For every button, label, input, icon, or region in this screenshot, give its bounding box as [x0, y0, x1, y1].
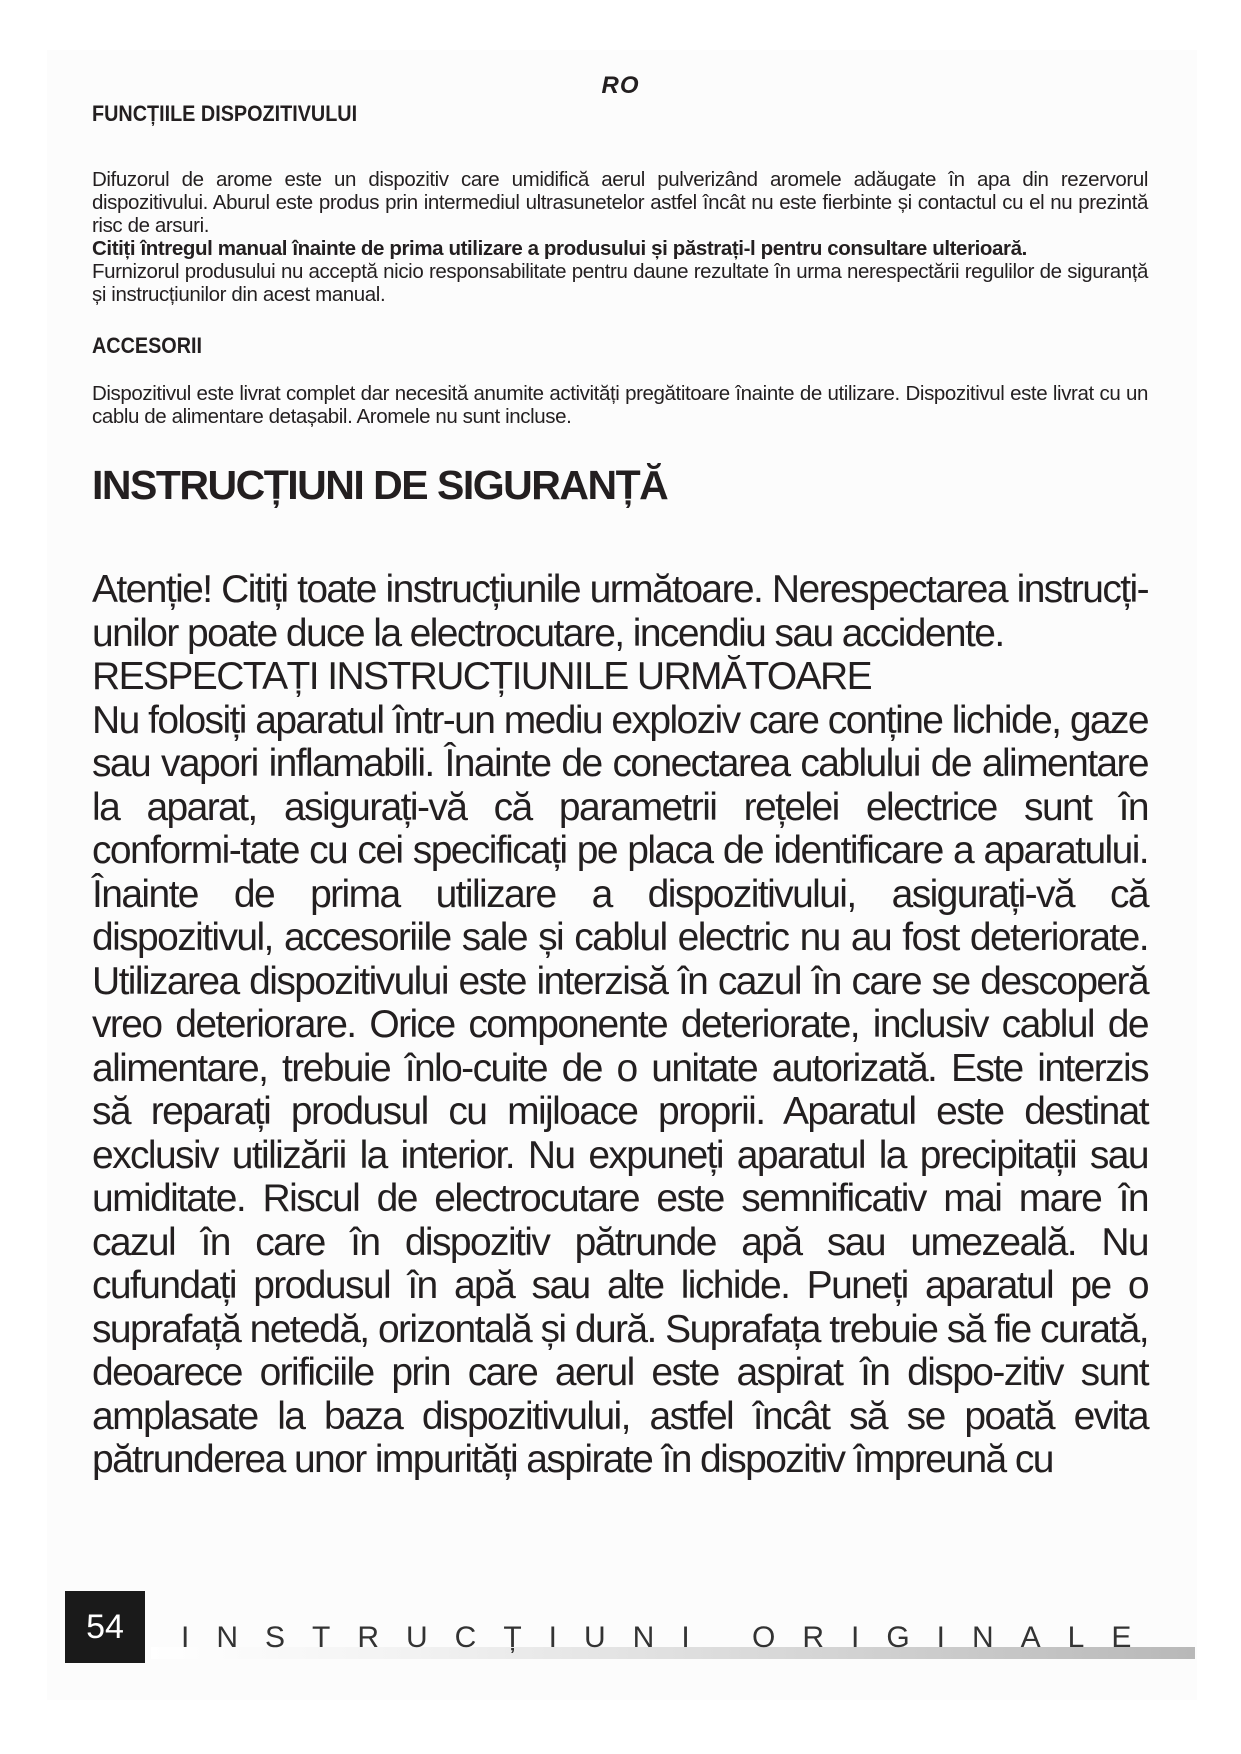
siguranta-heading: INSTRUCȚIUNI DE SIGURANȚĂ	[92, 462, 668, 508]
functii-paragraph	[92, 168, 1148, 306]
footer-label: INSTRUCȚIUNI ORIGINALE	[181, 1621, 1159, 1654]
functii-text: Difuzorul de arome este un dispozitiv care umidifică aerul pulverizând aromele adăugate în apa din rezervorul dispozitivului. Aburul este produs prin intermediul ultrasunetelor astfel încât nu este fierbinte și contactul cu el nu prezintă risc de arsuri.	[92, 168, 1148, 237]
siguranta-main-text: Nu folosiți aparatul într-un mediu exploziv care conține lichide, gaze sau vapori inflamabili. Înainte de conectarea cablului de alimentare la aparat, asigurați-vă că parametrii rețelei electrice sunt în conformi-tate cu cei specificați pe placa de identificare a aparatului. Înainte de prima utilizare a dispozitivului, asigurați-vă că dispozitivul, accesoriile sale și cablul electric nu au fost deteriorate. Utilizarea dispozitivului este interzisă în cazul în care se descoperă vreo deteriorare. Orice componente deteriorate, inclusiv cablul de alimentare, trebuie înlo-cuite de o unitate autorizată. Este interzis să reparați produsul cu mijloace proprii. Aparatul este destinat exclusiv utilizării la interior. Nu expuneți aparatul la precipitații sau umiditate. Riscul de electrocutare este semnificativ mai mare în cazul în care în dispozitiv pătrunde apă sau umezeală. Nu cufundați produsul în apă sau alte lichide. Puneți aparatul pe o suprafață netedă, orizontală și dură. Suprafața trebuie să fie curată, deoarece orificiile prin care aerul este aspirat în dispo-zitiv sunt amplasate la baza dispozitivului, astfel încât să se poată evita pătrunderea unor impurități aspirate în dispozitiv împreună cu	[92, 698, 1148, 1481]
accesorii-paragraph: Dispozitivul este livrat complet dar necesită anumite activități pregătitoare înainte de utilizare. Dispozitivul este livrat cu un cablu de alimentare detașabil. Aromele nu sunt incluse.	[92, 382, 1148, 428]
siguranta-intro: Atenție! Citiți toate instrucțiunile următoare. Nerespectarea instrucți-unilor poate duce la electrocutare, incendiu sau accidente.	[92, 568, 1148, 655]
language-label: RO	[601, 72, 640, 99]
functii-disclaimer: Furnizorul produsului nu acceptă nicio responsabilitate pentru daune rezultate în urma nerespectării regulilor de siguranță și instrucțiunilor din acest manual.	[92, 260, 1148, 306]
page-footer	[65, 1591, 1195, 1663]
siguranta-respect: RESPECTAȚI INSTRUCȚIUNILE URMĂTOARE	[92, 655, 871, 698]
functii-bold-note: Citiți întregul manual înainte de prima utilizare a produsului și păstrați-l pentru consultare ulterioară.	[92, 237, 1027, 260]
page-number: 54	[65, 1591, 145, 1663]
accesorii-title: ACCESORII	[92, 333, 203, 358]
page-content	[92, 100, 1148, 1482]
siguranta-body	[92, 568, 1148, 1482]
functii-title: FUNCȚIILE DISPOZITIVULUI	[92, 101, 358, 126]
